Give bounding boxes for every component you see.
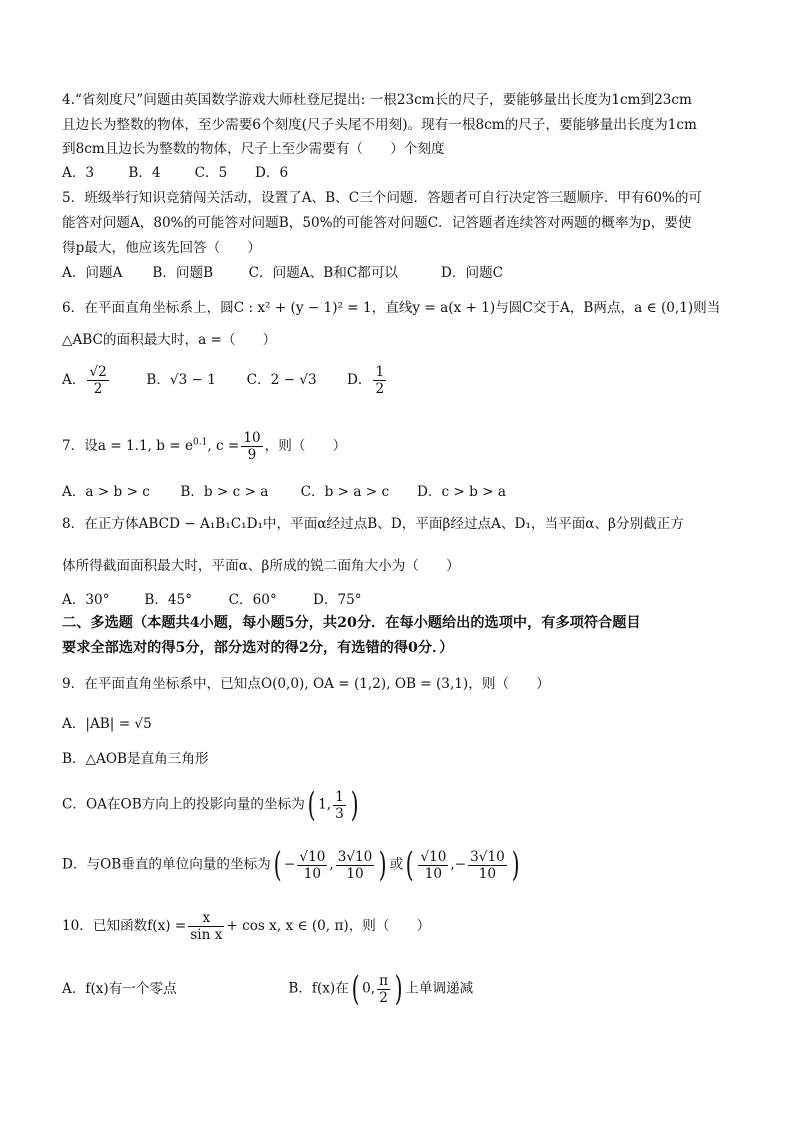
q6-line-2: △ABC的面积最大时，a =（ ） <box>62 332 277 348</box>
right-paren-glyph: ) <box>350 785 359 825</box>
q10-option-b-first: 0, <box>362 980 376 997</box>
right-paren-glyph: ) <box>378 845 387 885</box>
q9-option-d-numerator-2: 3√10 <box>337 848 373 865</box>
q10-stem <box>62 910 744 943</box>
q9-option-d-denominator-4: 10 <box>478 865 497 882</box>
q9-option-b[interactable]: B．△AOB是直角三角形 <box>62 751 209 767</box>
q7-option-d[interactable]: D．c > b > a <box>416 484 506 500</box>
q4-option-d[interactable]: D．6 <box>254 165 289 181</box>
q10-options <box>62 969 474 1009</box>
q4-option-c[interactable]: C．5 <box>194 165 228 181</box>
q6-option-d-label: D． <box>346 372 372 388</box>
q6-option-c[interactable]: C．2 − √3 <box>246 372 317 388</box>
q10-option-b-text: B．f(x)在 <box>288 980 349 997</box>
q10-option-b-tail: 上单调递减 <box>405 980 474 997</box>
q8-option-c[interactable]: C．60° <box>228 592 277 608</box>
q7-mid: , c = <box>207 438 240 454</box>
q7-option-c[interactable]: C．b > a > c <box>300 484 390 500</box>
q9-option-d[interactable]: D．与OB垂直的单位向量的坐标为( − $\frac{√10}{10}$ , $\frac{3√10}{10}$ ) 或( $\frac{√10}{10}$ ,− $\frac{3√10}{10}$ ) <box>62 845 520 885</box>
q9-option-d-text: D．与OB垂直的单位向量的坐标为 <box>62 856 271 873</box>
q6-option-a-numerator: √2 <box>89 364 107 380</box>
q7-fraction-denominator: 9 <box>247 447 257 463</box>
q6-option-d-denominator: 2 <box>375 381 385 397</box>
q8-option-b[interactable]: B．45° <box>144 592 193 608</box>
q9-option-a[interactable]: A．|AB| = √5 <box>62 716 152 732</box>
q4-option-a[interactable]: A．3 <box>62 165 95 181</box>
q6-options <box>62 364 388 397</box>
q9-option-c-fraction <box>333 789 346 822</box>
q10-option-b-denominator: 2 <box>379 989 388 1006</box>
q9-option-c-text: C．OA在OB方向上的投影向量的坐标为 <box>62 796 305 813</box>
q9-option-c[interactable] <box>62 785 361 825</box>
q8-option-d[interactable]: D．75° <box>312 592 362 608</box>
q10-suffix: + cos x, x ∈ (0, π)，则（ ） <box>226 918 431 934</box>
q4-line-1: 4.“省刻度尺”问题由英国数学游戏大师杜登尼提出: 一根23cm长的尺子，要能够量出长度为1cm到23cm <box>62 92 692 108</box>
q7-prefix: 7．设a = 1.1, b = e <box>62 438 194 454</box>
q6-option-a-fraction <box>87 364 108 397</box>
q4-line-2: 且边长为整数的物体，至少需要6个刻度(尺子头尾不用刻)。现有一根8cm的尺子，要能够量出长度为1cm <box>62 117 697 133</box>
q5-line-2: 能答对问题A，80%的可能答对问题B，50%的可能答对问题C．记答题者连续答对两题的概率为p，要使 <box>62 215 692 231</box>
section-2-heading-line-1: 二、多选题（本题共4小题，每小题5分，共20分．在每小题给出的选项中，有多项符合题目 <box>62 615 641 631</box>
q9-option-d-numerator-4: 3√10 <box>470 848 505 865</box>
left-paren-glyph: ( <box>273 845 282 885</box>
q9-option-d-or: 或 <box>389 856 404 873</box>
q7-options <box>62 482 506 502</box>
q7-suffix: ，则（ ） <box>264 438 347 454</box>
q10-fraction-denominator: sin x <box>190 927 223 943</box>
section-2-heading-line-2: 要求全部选对的得5分，部分选对的得2分，有选错的得0分．） <box>62 640 454 656</box>
q4-line-3: 到8cm且边长为整数的物体，尺子上至少需要有（ ）个刻度 <box>62 141 445 157</box>
q5-option-d[interactable]: D．问题C <box>440 265 504 281</box>
q10-option-b-fraction <box>377 973 390 1006</box>
q7-stem <box>62 430 744 463</box>
q7-exponent: 0.1 <box>193 437 208 448</box>
q9-option-c-denominator: 3 <box>335 805 344 822</box>
q5-line-1: 5．班级举行知识竞猜闯关活动，设置了A、B、C三个问题．答题者可自行决定答三题顺序．甲有60%的可 <box>62 190 703 206</box>
q9-option-d-numerator-1: √10 <box>299 848 326 865</box>
q5-option-a[interactable]: A．问题A <box>62 265 123 281</box>
left-paren-glyph: ( <box>405 845 414 885</box>
q10-option-b-numerator: π <box>379 972 388 989</box>
q7-option-b[interactable]: B．b > c > a <box>180 484 269 500</box>
q7-fraction-numerator: 10 <box>243 430 261 446</box>
left-paren-glyph: ( <box>351 969 360 1009</box>
q9-option-d-fraction-2 <box>336 849 375 882</box>
q6-option-d-numerator: 1 <box>375 364 385 380</box>
q6-line-1: 6．在平面直角坐标系上，圆C : x² + (y − 1)² = 1，直线y = a(x + 1)与圆C交于A，B两点，a ∈ (0,1)则当 <box>62 300 721 316</box>
q5-option-c[interactable]: C．问题A、B和C都可以 <box>248 265 399 281</box>
q9-stem: 9．在平面直角坐标系中，已知点O(0,0), OA = (1,2), OB = (3,1)，则（ ） <box>62 676 550 692</box>
q4-option-b[interactable]: B．4 <box>128 165 161 181</box>
q10-option-a[interactable]: A．f(x)有一个零点 <box>62 980 177 997</box>
q9-option-d-fraction-4 <box>468 849 507 882</box>
left-paren-glyph: ( <box>307 785 316 825</box>
q6-option-b[interactable]: B．√3 − 1 <box>146 372 216 388</box>
q5-option-b[interactable]: B．问题B <box>152 265 214 281</box>
q10-prefix: 10．已知函数f(x) = <box>62 918 187 934</box>
q10-fraction-numerator: x <box>188 910 224 927</box>
q6-option-d-fraction <box>373 364 386 397</box>
q8-option-a[interactable]: A．30° <box>62 592 110 608</box>
q8-line-1: 8．在正方体ABCD − A₁B₁C₁D₁中，平面α经过点B、D，平面β经过点A、D₁，当平面α、β分别截正方 <box>62 516 684 532</box>
q8-line-2: 体所得截面面积最大时，平面α、β所成的锐二面角大小为（ ） <box>62 558 460 574</box>
q6-option-a-label: A． <box>62 372 86 388</box>
q6-option-d[interactable] <box>347 364 388 397</box>
q6-option-a[interactable] <box>62 364 142 397</box>
q9-option-d-fraction-3 <box>418 849 448 882</box>
q9-option-d-denominator-2: 10 <box>346 865 364 882</box>
right-paren-glyph: ) <box>511 845 520 885</box>
q5-options <box>62 263 503 283</box>
q9-option-d-denominator-1: 10 <box>303 865 322 882</box>
q10-option-b[interactable] <box>288 969 474 1009</box>
q8-options <box>62 590 362 610</box>
q4-options <box>62 163 288 183</box>
q7-fraction <box>241 430 262 463</box>
q5-line-3: 得p最大，他应该先回答（ ） <box>62 240 262 256</box>
q9-option-d-fraction-1 <box>297 849 327 882</box>
q7-option-a[interactable]: A．a > b > c <box>62 484 150 500</box>
q9-option-c-numerator: 1 <box>335 788 344 805</box>
q9-option-d-numerator-3: √10 <box>420 848 447 865</box>
q6-option-a-denominator: 2 <box>93 381 103 397</box>
q10-fraction <box>188 910 224 943</box>
q9-option-c-first: 1, <box>318 796 332 813</box>
q9-option-d-denominator-3: 10 <box>424 865 443 882</box>
right-paren-glyph: ) <box>394 969 403 1009</box>
